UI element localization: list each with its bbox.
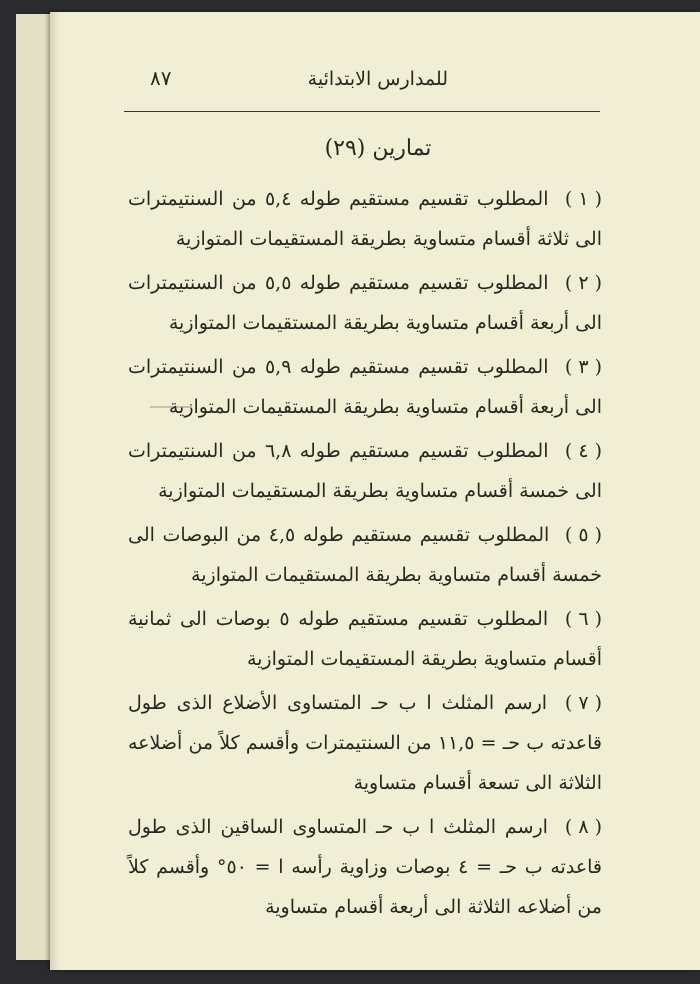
running-title: للمدارس الابتدائية [307,68,448,90]
exercise-number: ( ٤ ) [564,440,603,462]
exercise-text: المطلوب تقسيم مستقيم طوله ٦,٨ من السنتيمترات الى خمسة أقسام متساوية بطريقة المستقيمات المتوازية [128,440,602,502]
exercise-text: المطلوب تقسيم مستقيم طوله ٤,٥ من البوصات الى خمسة أقسام متساوية بطريقة المستقيمات المتوازية [128,524,602,586]
exercise-number: ( ٨ ) [564,816,603,838]
exercise-text: ارسم المثلث ا ب حـ المتساوى الأضلاع الذى طول قاعدته ب حـ = ١١,٥ من السنتيمترات وأقسم كلاً من أضلاعه الثلاثة الى تسعة أقسام متساوية [128,692,603,794]
exercise-item [128,807,602,927]
exercise-text: ارسم المثلث ا ب حـ المتساوى الساقين الذى طول قاعدته ب حـ = ٤ بوصات وزاوية رأسه ا = ٥٠° وأقسم كلاً من أضلاعه الثلاثة الى أربعة أقسام متساوية [128,816,603,918]
page-header [128,62,588,108]
header-rule [124,111,600,112]
exercise-number: ( ٧ ) [564,692,602,714]
exercise-list [128,179,602,927]
exercise-item [128,515,602,595]
exercise-item [128,683,602,803]
exercise-number: ( ٢ ) [564,272,603,294]
exercise-number: ( ٥ ) [564,524,602,546]
page-content [128,62,603,931]
exercise-text: المطلوب تقسيم مستقيم طوله ٥ بوصات الى ثمانية أقسام متساوية بطريقة المستقيمات المتوازية [128,608,602,670]
exercise-number: ( ١ ) [564,188,603,210]
exercise-item [128,179,602,259]
exercise-text: المطلوب تقسيم مستقيم طوله ٥,٤ من السنتيمترات الى ثلاثة أقسام متساوية بطريقة المستقيمات المتوازية [128,188,602,250]
section-title: تمارين (٢٩) [324,136,432,161]
exercise-item [128,263,602,343]
exercise-item [128,599,602,679]
exercise-text: المطلوب تقسيم مستقيم طوله ٥,٩ من السنتيمترات الى أربعة أقسام متساوية بطريقة المستقيمات المتوازية [128,356,602,418]
exercise-number: ( ٣ ) [564,356,603,378]
exercise-item [128,431,602,511]
page-number: ٨٧ [150,66,172,90]
exercise-text: المطلوب تقسيم مستقيم طوله ٥,٥ من السنتيمترات الى أربعة أقسام متساوية بطريقة المستقيمات المتوازية [128,272,602,334]
exercise-item [128,347,602,427]
exercise-number: ( ٦ ) [564,608,602,630]
